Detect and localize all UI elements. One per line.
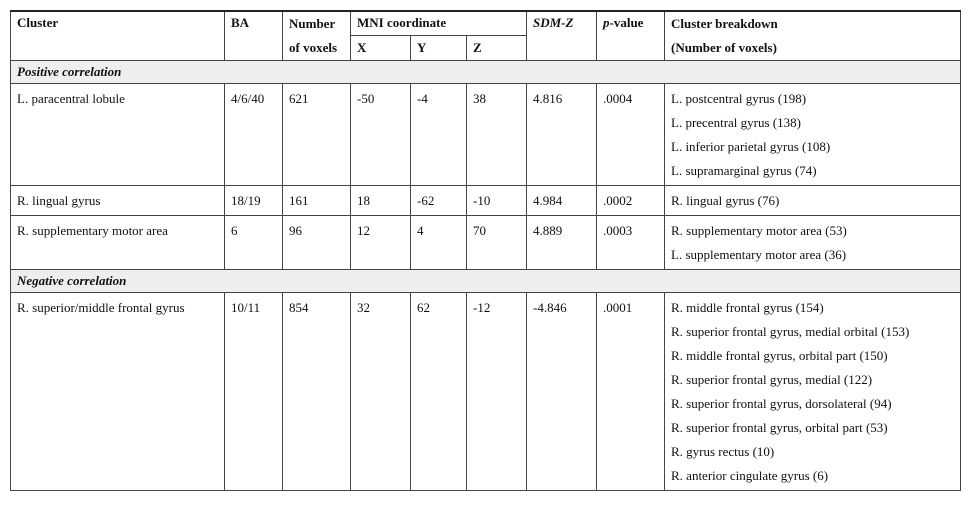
section-label-negative: Negative correlation bbox=[11, 270, 961, 293]
cell-sdmz: 4.984 bbox=[527, 186, 597, 216]
header-pvalue bbox=[597, 11, 665, 61]
results-table-container bbox=[10, 10, 960, 491]
cell-pvalue: .0004 bbox=[597, 84, 665, 186]
breakdown-item: R. gyrus rectus (10) bbox=[671, 444, 775, 459]
cell-z: -12 bbox=[467, 293, 527, 491]
header-voxels bbox=[283, 11, 351, 61]
breakdown-item: R. anterior cingulate gyrus (6) bbox=[671, 468, 829, 483]
cell-breakdown bbox=[665, 186, 961, 216]
header-breakdown-line1: Cluster breakdown bbox=[671, 16, 778, 31]
cell-ba: 6 bbox=[225, 216, 283, 270]
cell-y: -4 bbox=[411, 84, 467, 186]
cell-cluster: R. lingual gyrus bbox=[11, 186, 225, 216]
cell-z: 70 bbox=[467, 216, 527, 270]
section-row-negative bbox=[11, 270, 961, 293]
cell-cluster: R. superior/middle frontal gyrus bbox=[11, 293, 225, 491]
cell-x: -50 bbox=[351, 84, 411, 186]
header-row-1 bbox=[11, 11, 961, 35]
breakdown-item: R. superior frontal gyrus, medial (122) bbox=[671, 372, 873, 387]
cell-y: 4 bbox=[411, 216, 467, 270]
cell-voxels: 96 bbox=[283, 216, 351, 270]
cell-sdmz: 4.889 bbox=[527, 216, 597, 270]
cell-x: 32 bbox=[351, 293, 411, 491]
cell-y: -62 bbox=[411, 186, 467, 216]
cell-breakdown bbox=[665, 216, 961, 270]
cell-x: 18 bbox=[351, 186, 411, 216]
cell-voxels: 854 bbox=[283, 293, 351, 491]
cell-breakdown bbox=[665, 84, 961, 186]
cell-y: 62 bbox=[411, 293, 467, 491]
breakdown-item: L. postcentral gyrus (198) bbox=[671, 91, 807, 106]
breakdown-item: R. superior frontal gyrus, orbital part (53) bbox=[671, 420, 888, 435]
breakdown-item: L. supramarginal gyrus (74) bbox=[671, 163, 817, 178]
cell-cluster: R. supplementary motor area bbox=[11, 216, 225, 270]
cell-pvalue: .0003 bbox=[597, 216, 665, 270]
table-row bbox=[11, 216, 961, 270]
breakdown-item: L. precentral gyrus (138) bbox=[671, 115, 801, 130]
cell-breakdown bbox=[665, 293, 961, 491]
header-z: Z bbox=[467, 35, 527, 60]
section-label-positive: Positive correlation bbox=[11, 61, 961, 84]
cell-z: 38 bbox=[467, 84, 527, 186]
header-x: X bbox=[351, 35, 411, 60]
cell-sdmz: -4.846 bbox=[527, 293, 597, 491]
breakdown-item: R. middle frontal gyrus, orbital part (150) bbox=[671, 348, 888, 363]
header-voxels-line2: of voxels bbox=[289, 40, 338, 55]
header-pvalue-p: p bbox=[603, 15, 610, 30]
breakdown-item: R. superior frontal gyrus, dorsolateral (94) bbox=[671, 396, 892, 411]
header-y: Y bbox=[411, 35, 467, 60]
breakdown-item: L. inferior parietal gyrus (108) bbox=[671, 139, 831, 154]
cell-voxels: 621 bbox=[283, 84, 351, 186]
cell-z: -10 bbox=[467, 186, 527, 216]
table-row bbox=[11, 293, 961, 491]
header-sdmz: SDM-Z bbox=[527, 11, 597, 61]
results-table bbox=[10, 10, 961, 491]
cell-x: 12 bbox=[351, 216, 411, 270]
header-mni: MNI coordinate bbox=[351, 11, 527, 35]
breakdown-item: L. supplementary motor area (36) bbox=[671, 247, 847, 262]
cell-pvalue: .0001 bbox=[597, 293, 665, 491]
header-breakdown-line2: (Number of voxels) bbox=[671, 40, 777, 55]
header-pvalue-rest: -value bbox=[609, 15, 644, 30]
cell-sdmz: 4.816 bbox=[527, 84, 597, 186]
cell-voxels: 161 bbox=[283, 186, 351, 216]
header-cluster: Cluster bbox=[11, 11, 225, 61]
table-row bbox=[11, 186, 961, 216]
header-ba: BA bbox=[225, 11, 283, 61]
breakdown-item: R. middle frontal gyrus (154) bbox=[671, 300, 824, 315]
cell-cluster: L. paracentral lobule bbox=[11, 84, 225, 186]
cell-ba: 4/6/40 bbox=[225, 84, 283, 186]
cell-pvalue: .0002 bbox=[597, 186, 665, 216]
breakdown-item: R. superior frontal gyrus, medial orbital (153) bbox=[671, 324, 910, 339]
breakdown-item: R. supplementary motor area (53) bbox=[671, 223, 847, 238]
header-breakdown bbox=[665, 11, 961, 61]
header-voxels-line1: Number bbox=[289, 16, 336, 31]
section-row-positive bbox=[11, 61, 961, 84]
cell-ba: 10/11 bbox=[225, 293, 283, 491]
table-row bbox=[11, 84, 961, 186]
cell-ba: 18/19 bbox=[225, 186, 283, 216]
breakdown-item: R. lingual gyrus (76) bbox=[671, 193, 780, 208]
